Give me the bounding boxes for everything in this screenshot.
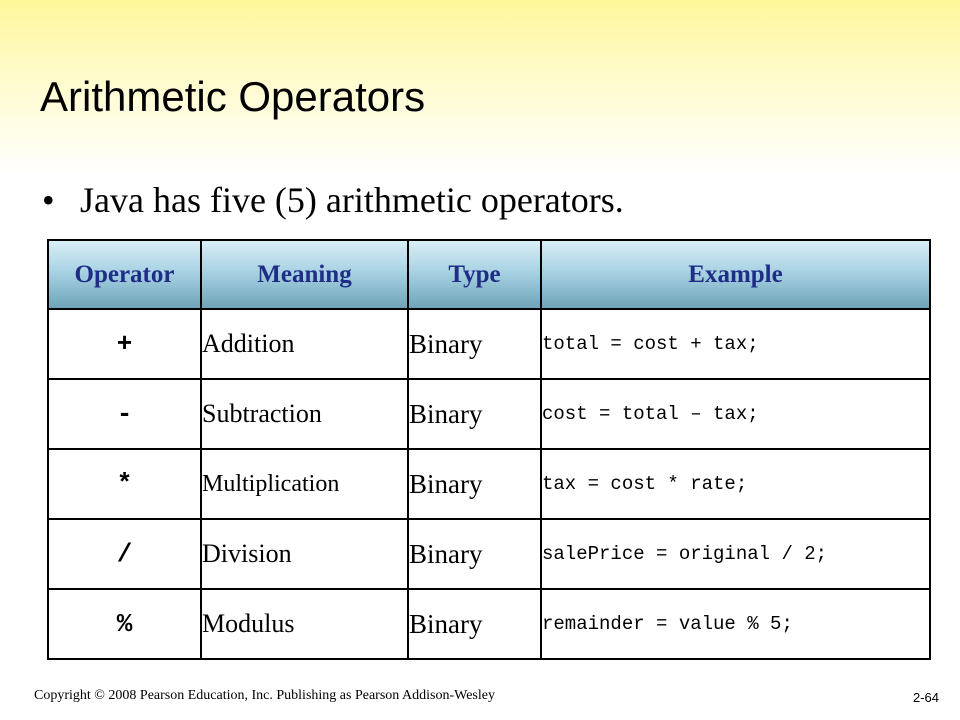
- header-example: Example: [541, 240, 930, 309]
- bullet-point: [42, 182, 624, 218]
- copyright-notice: Copyright © 2008 Pearson Education, Inc. Publishing as Pearson Addison-Wesley: [34, 688, 495, 703]
- example-cell: remainder = value % 5;: [541, 589, 930, 659]
- operator-cell: /: [48, 519, 201, 589]
- table-row: [48, 379, 930, 449]
- meaning-cell: Subtraction: [201, 379, 408, 449]
- header-type: Type: [408, 240, 541, 309]
- type-cell: Binary: [408, 379, 541, 449]
- operator-cell: -: [48, 379, 201, 449]
- operator-cell: *: [48, 449, 201, 519]
- table-row: [48, 449, 930, 519]
- operators-table: [47, 239, 931, 660]
- example-cell: salePrice = original / 2;: [541, 519, 930, 589]
- meaning-cell: Modulus: [201, 589, 408, 659]
- operator-cell: +: [48, 309, 201, 379]
- page-number: 2-64: [912, 690, 939, 705]
- type-cell: Binary: [408, 449, 541, 519]
- example-cell: cost = total – tax;: [541, 379, 930, 449]
- example-cell: tax = cost * rate;: [541, 449, 930, 519]
- meaning-cell: Division: [201, 519, 408, 589]
- meaning-cell: Multiplication: [201, 449, 408, 519]
- table-row: [48, 309, 930, 379]
- type-cell: Binary: [408, 309, 541, 379]
- meaning-cell: Addition: [201, 309, 408, 379]
- header-operator: Operator: [48, 240, 201, 309]
- operator-cell: %: [48, 589, 201, 659]
- bullet-marker: •: [42, 180, 55, 220]
- example-cell: total = cost + tax;: [541, 309, 930, 379]
- type-cell: Binary: [408, 589, 541, 659]
- slide-title: Arithmetic Operators: [40, 73, 426, 120]
- table-header-row: [48, 240, 930, 309]
- type-cell: Binary: [408, 519, 541, 589]
- bullet-text: Java has five (5) arithmetic operators.: [80, 180, 624, 220]
- header-meaning: Meaning: [201, 240, 408, 309]
- table-row: [48, 589, 930, 659]
- table-row: [48, 519, 930, 589]
